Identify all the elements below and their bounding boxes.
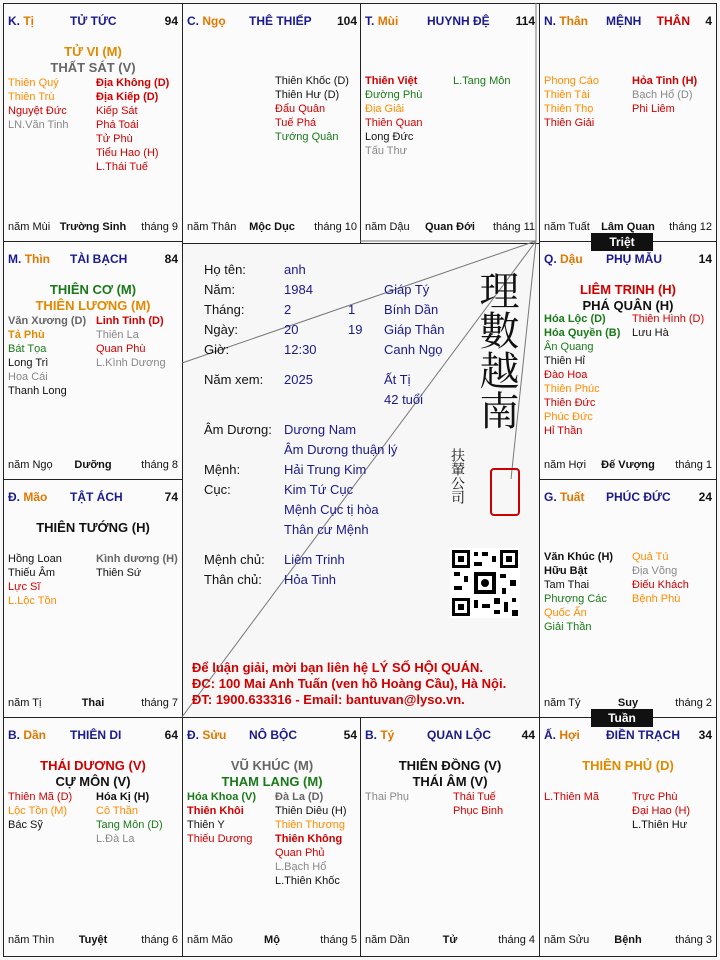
minor-star: Hoa Cái: [8, 371, 48, 383]
cuc-note: Mệnh Cục tị hòa: [284, 502, 379, 517]
minor-star: L.Thiên Hư: [632, 819, 688, 831]
stem-branch: Q. Dậu: [544, 252, 583, 266]
main-star: THÁI DƯƠNG (V): [40, 758, 146, 773]
decade-age: 94: [164, 14, 178, 28]
month-label: tháng 12: [669, 221, 712, 233]
month-label: tháng 11: [492, 221, 535, 233]
minor-star: Tấu Thư: [365, 145, 408, 157]
hour-label: Giờ:: [204, 342, 230, 357]
minor-star: Bạch Hổ (D): [632, 89, 693, 101]
main-star: THIÊN PHỦ (D): [582, 758, 674, 773]
minor-star: Hóa Khoa (V): [187, 791, 257, 803]
decade-age: 44: [521, 728, 535, 742]
minor-star: Thai Phụ: [365, 791, 410, 803]
palace-name: NÔ BỘC: [249, 728, 297, 742]
minor-star: Hóa Lộc (D): [544, 313, 606, 325]
main-star: THIÊN ĐỒNG (V): [398, 758, 502, 773]
brand-subtitle: 扶輦公司: [449, 448, 465, 504]
day-value: 20: [284, 322, 299, 337]
main-star: THÁI ÂM (V): [412, 774, 488, 789]
month-can: Bính Dần: [384, 302, 439, 317]
year-label: năm Thìn: [8, 934, 55, 946]
minor-star: Địa Không (D): [96, 77, 170, 89]
stem-branch: Đ. Mão: [8, 490, 48, 504]
minor-star: Thiên Hư (D): [275, 89, 340, 101]
menh-value: Hải Trung Kim: [284, 462, 367, 477]
minor-star: Hỉ Thần: [544, 425, 583, 437]
month-label: tháng 7: [141, 697, 178, 709]
minor-star: Hóa Quyền (B): [544, 327, 621, 339]
minor-star: Long Trì: [8, 357, 49, 369]
minor-star: Đẩu Quân: [275, 103, 326, 115]
palace-name: QUAN LỘC: [427, 728, 491, 742]
year-label: Năm:: [204, 282, 236, 297]
minor-star: Thiên Phúc: [544, 383, 600, 395]
minor-star: Tang Môn (D): [96, 819, 163, 831]
contact-line-3: ĐT: 1900.633316 - Email: bantuvan@lyso.vn.: [192, 692, 465, 707]
palace-name: PHÚC ĐỨC: [606, 490, 671, 504]
minor-star: Thiên Diêu (H): [275, 805, 347, 817]
decade-age: 54: [343, 728, 357, 742]
minor-star: Thiên Trù: [8, 91, 55, 103]
minor-star: Thiên Mã (D): [8, 791, 73, 803]
minor-star: Thiên Hỉ: [544, 355, 585, 367]
minor-star: L.Kình Dương: [96, 357, 166, 369]
minor-star: LN.Văn Tinh: [8, 119, 69, 131]
minor-star: Lực Sĩ: [8, 581, 41, 593]
minor-star: Thiên Đức: [544, 397, 596, 409]
minor-star: Đường Phù: [365, 89, 423, 101]
minor-star: L.Thiên Khốc: [275, 875, 340, 887]
month-label: tháng 1: [675, 459, 712, 471]
amduong-value: Dương Nam: [284, 422, 357, 437]
minor-star: Hỏa Tinh (H): [632, 75, 698, 87]
life-stage: Trường Sinh: [59, 221, 127, 233]
age-value: 42 tuổi: [384, 392, 424, 407]
day-can: Giáp Thân: [384, 322, 445, 337]
year-label: năm Ngọ: [8, 459, 53, 471]
minor-star: Kình dương (H): [96, 553, 178, 565]
thanchu-label: Thân chủ:: [204, 572, 262, 587]
minor-star: Bác Sỹ: [8, 819, 43, 831]
triet-marker: Triệt: [591, 233, 653, 251]
month-label: Tháng:: [204, 302, 245, 317]
year-label: năm Thân: [187, 221, 237, 233]
month-label: tháng 3: [675, 934, 712, 946]
menhchu-value: Liêm Trinh: [284, 552, 345, 567]
minor-star: Tuế Phá: [275, 117, 317, 129]
stem-branch: B. Tý: [365, 728, 395, 742]
month-label: tháng 9: [141, 221, 178, 233]
month-label: tháng 8: [141, 459, 178, 471]
minor-star: Cô Thần: [96, 805, 138, 817]
minor-star: Tướng Quân: [275, 131, 339, 143]
minor-star: Quan Phù: [96, 343, 146, 355]
minor-star: Đại Hao (H): [632, 805, 691, 817]
menh-label: Mệnh:: [204, 462, 241, 477]
minor-star: L.Đà La: [96, 833, 135, 845]
minor-star: Văn Khúc (H): [544, 551, 614, 563]
day-alt: 19: [348, 322, 363, 337]
brand-calligraphy: 理數越南: [473, 270, 519, 430]
minor-star: Thiên Tài: [544, 89, 590, 101]
life-stage: Mộc Dục: [249, 221, 295, 233]
view-year-label: Năm xem:: [204, 372, 264, 387]
main-star: THẤT SÁT (V): [50, 60, 136, 75]
minor-star: Thiên Không: [275, 833, 343, 845]
minor-star: Long Đức: [365, 131, 414, 143]
minor-star: Linh Tinh (D): [96, 315, 164, 327]
minor-star: Thiếu Dương: [187, 833, 253, 845]
decade-age: 104: [336, 14, 357, 28]
palace-name: TỬ TỨC: [70, 14, 117, 28]
main-star: THIÊN LƯƠNG (M): [35, 298, 151, 313]
palace-name: THIÊN DI: [70, 728, 122, 742]
minor-star: L.Tang Môn: [453, 75, 511, 87]
minor-star: Tiểu Hao (H): [96, 147, 159, 159]
red-seal-stamp: [490, 468, 520, 516]
stem-branch: Ấ. Hợi: [544, 728, 580, 742]
palace-name: MỆNH: [606, 14, 642, 28]
minor-star: Tử Phù: [96, 133, 133, 145]
minor-star: Giải Thần: [544, 621, 592, 633]
year-label: năm Hợi: [544, 459, 587, 471]
minor-star: Thanh Long: [8, 385, 67, 397]
minor-star: Đà La (D): [275, 791, 324, 803]
minor-star: L.Thái Tuế: [96, 161, 148, 173]
minor-star: Phục Binh: [453, 805, 504, 817]
tuan-marker: Tuần: [591, 709, 653, 727]
main-star: THAM LANG (M): [221, 774, 323, 789]
stem-branch: N. Thân: [544, 14, 589, 28]
than-cu-note: Thân cư Mệnh: [284, 522, 369, 537]
life-stage: Dưỡng: [74, 459, 112, 471]
minor-star: Tả Phù: [8, 329, 45, 341]
minor-star: Thiên Hình (D): [632, 313, 705, 325]
minor-star: Lưu Hà: [632, 327, 669, 339]
life-stage: Mộ: [264, 934, 280, 946]
minor-star: Quả Tú: [632, 551, 669, 563]
month-label: tháng 5: [320, 934, 357, 946]
decade-age: 84: [164, 252, 178, 266]
thanchu-value: Hỏa Tinh: [284, 572, 337, 587]
minor-star: Thiên Giải: [544, 117, 595, 129]
cuc-value: Kim Tứ Cục: [284, 482, 354, 497]
decade-age: 114: [515, 14, 535, 28]
view-year-value: 2025: [284, 372, 313, 387]
minor-star: Ân Quang: [544, 341, 594, 353]
minor-star: Kiếp Sát: [96, 105, 138, 117]
minor-star: Bệnh Phù: [632, 593, 681, 605]
stem-branch: T. Mùi: [365, 14, 399, 28]
minor-star: Thiên Thọ: [544, 103, 594, 115]
month-label: tháng 2: [675, 697, 712, 709]
minor-star: L.Thiên Mã: [544, 791, 600, 803]
minor-star: Hữu Bật: [544, 565, 588, 577]
minor-star: Văn Xương (D): [8, 315, 87, 327]
minor-star: Hồng Loan: [8, 553, 62, 565]
qr-code-image: [450, 548, 520, 618]
main-star: VŨ KHÚC (M): [230, 758, 314, 773]
minor-star: Quan Phủ: [275, 847, 325, 859]
month-leap: 1: [348, 302, 356, 317]
year-label: năm Mùi: [8, 221, 51, 233]
minor-star: Địa Kiếp (D): [96, 91, 159, 103]
minor-star: Thiên Y: [187, 819, 225, 831]
life-stage: Quan Đới: [425, 221, 475, 233]
life-stage: Đế Vượng: [601, 459, 655, 471]
cuc-label: Cục:: [204, 482, 231, 497]
menhchu-label: Mệnh chủ:: [204, 552, 265, 567]
palace-name: HUYNH ĐỆ: [427, 14, 490, 28]
life-stage: Tử: [442, 934, 458, 946]
minor-star: Tam Thai: [544, 579, 590, 591]
decade-age: 14: [698, 252, 712, 266]
palace-name: TÀI BẠCH: [70, 252, 128, 266]
month-label: tháng 10: [314, 221, 357, 233]
main-star: CỰ MÔN (V): [55, 774, 131, 789]
minor-star: Hóa Kị (H): [96, 791, 150, 803]
minor-star: Phượng Các: [544, 593, 607, 605]
minor-star: Thiếu Âm: [8, 567, 56, 579]
palace-name: PHỤ MẪU: [606, 252, 662, 266]
life-stage: Tuyệt: [78, 934, 108, 946]
minor-star: Phi Liêm: [632, 103, 675, 115]
year-label: năm Tý: [544, 697, 581, 709]
than-marker: THÂN: [656, 14, 690, 28]
decade-age: 4: [705, 14, 712, 28]
minor-star: Quốc Ấn: [544, 607, 587, 619]
year-label: năm Dần: [365, 934, 410, 946]
minor-star: Điếu Khách: [632, 579, 689, 591]
stem-branch: K. Tị: [8, 14, 35, 28]
main-star: LIÊM TRINH (H): [579, 282, 677, 297]
year-value: 1984: [284, 282, 313, 297]
minor-star: Thiên La: [96, 329, 139, 341]
stem-branch: C. Ngọ: [187, 14, 226, 28]
center-info: [182, 240, 538, 716]
year-label: năm Dậu: [365, 221, 410, 233]
minor-star: L.Bạch Hổ: [275, 861, 327, 873]
life-stage: Thai: [81, 697, 105, 709]
amduong-label: Âm Dương:: [204, 422, 272, 437]
contact-line-1: Để luận giải, mời bạn liên hệ LÝ SỐ HỘI QUÁN.: [192, 660, 483, 675]
year-label: năm Mão: [187, 934, 233, 946]
decade-age: 24: [698, 490, 712, 504]
minor-star: Địa Giải: [365, 103, 405, 115]
stem-branch: M. Thìn: [8, 252, 51, 266]
hour-can: Canh Ngọ: [384, 342, 443, 357]
life-stage: Suy: [617, 697, 639, 709]
minor-star: Phúc Đức: [544, 411, 593, 423]
main-star: TỬ VI (M): [64, 44, 122, 59]
main-star: THIÊN CƠ (M): [49, 282, 137, 297]
decade-age: 74: [164, 490, 178, 504]
palace-name: THÊ THIẾP: [249, 14, 312, 28]
month-value: 2: [284, 302, 292, 317]
life-stage: Lâm Quan: [601, 221, 655, 233]
month-label: tháng 6: [141, 934, 178, 946]
minor-star: Địa Võng: [632, 565, 678, 577]
year-label: năm Tuất: [544, 221, 590, 233]
minor-star: Thiên Việt: [365, 75, 418, 87]
minor-star: Phong Cáo: [544, 75, 600, 87]
stem-branch: G. Tuất: [544, 490, 585, 504]
minor-star: Thiên Sứ: [96, 567, 142, 579]
name-value: anh: [284, 262, 306, 277]
decade-age: 64: [164, 728, 178, 742]
name-label: Họ tên:: [204, 262, 246, 277]
stem-branch: Đ. Sửu: [187, 728, 227, 742]
minor-star: Nguyệt Đức: [8, 105, 67, 117]
palace-name: TẬT ÁCH: [70, 490, 123, 504]
minor-star: Trực Phù: [632, 791, 678, 803]
life-stage: Bệnh: [614, 934, 642, 946]
minor-star: Lộc Tồn (M): [8, 805, 68, 817]
minor-star: L.Lộc Tồn: [8, 595, 57, 607]
minor-star: Thiên Khốc (D): [275, 75, 349, 87]
palace-name: ĐIỀN TRẠCH: [606, 728, 680, 742]
stem-branch: B. Dần: [8, 728, 47, 742]
minor-star: Thiên Quan: [365, 117, 423, 129]
minor-star: Thiên Khôi: [187, 805, 244, 817]
year-label: năm Tị: [8, 697, 42, 709]
year-can: Giáp Tý: [384, 282, 430, 297]
minor-star: Thái Tuế: [453, 791, 496, 803]
contact-line-2: ĐC: 100 Mai Anh Tuấn (ven hồ Hoàng Cầu), Hà Nội.: [192, 676, 507, 691]
minor-star: Thiên Quý: [8, 77, 59, 89]
minor-star: Phá Toái: [96, 119, 139, 131]
minor-star: Đào Hoa: [544, 369, 588, 381]
minor-star: Thiên Thương: [275, 819, 346, 831]
year-label: năm Sửu: [544, 934, 590, 946]
month-label: tháng 4: [498, 934, 535, 946]
amduong-note: Âm Dương thuận lý: [284, 442, 398, 457]
day-label: Ngày:: [204, 322, 238, 337]
view-year-can: Ất Tị: [384, 372, 411, 387]
main-star: PHÁ QUÂN (H): [582, 298, 674, 313]
decade-age: 34: [698, 728, 712, 742]
minor-star: Bát Tọa: [8, 343, 47, 355]
hour-value: 12:30: [284, 342, 317, 357]
main-star: THIÊN TƯỚNG (H): [36, 520, 150, 535]
